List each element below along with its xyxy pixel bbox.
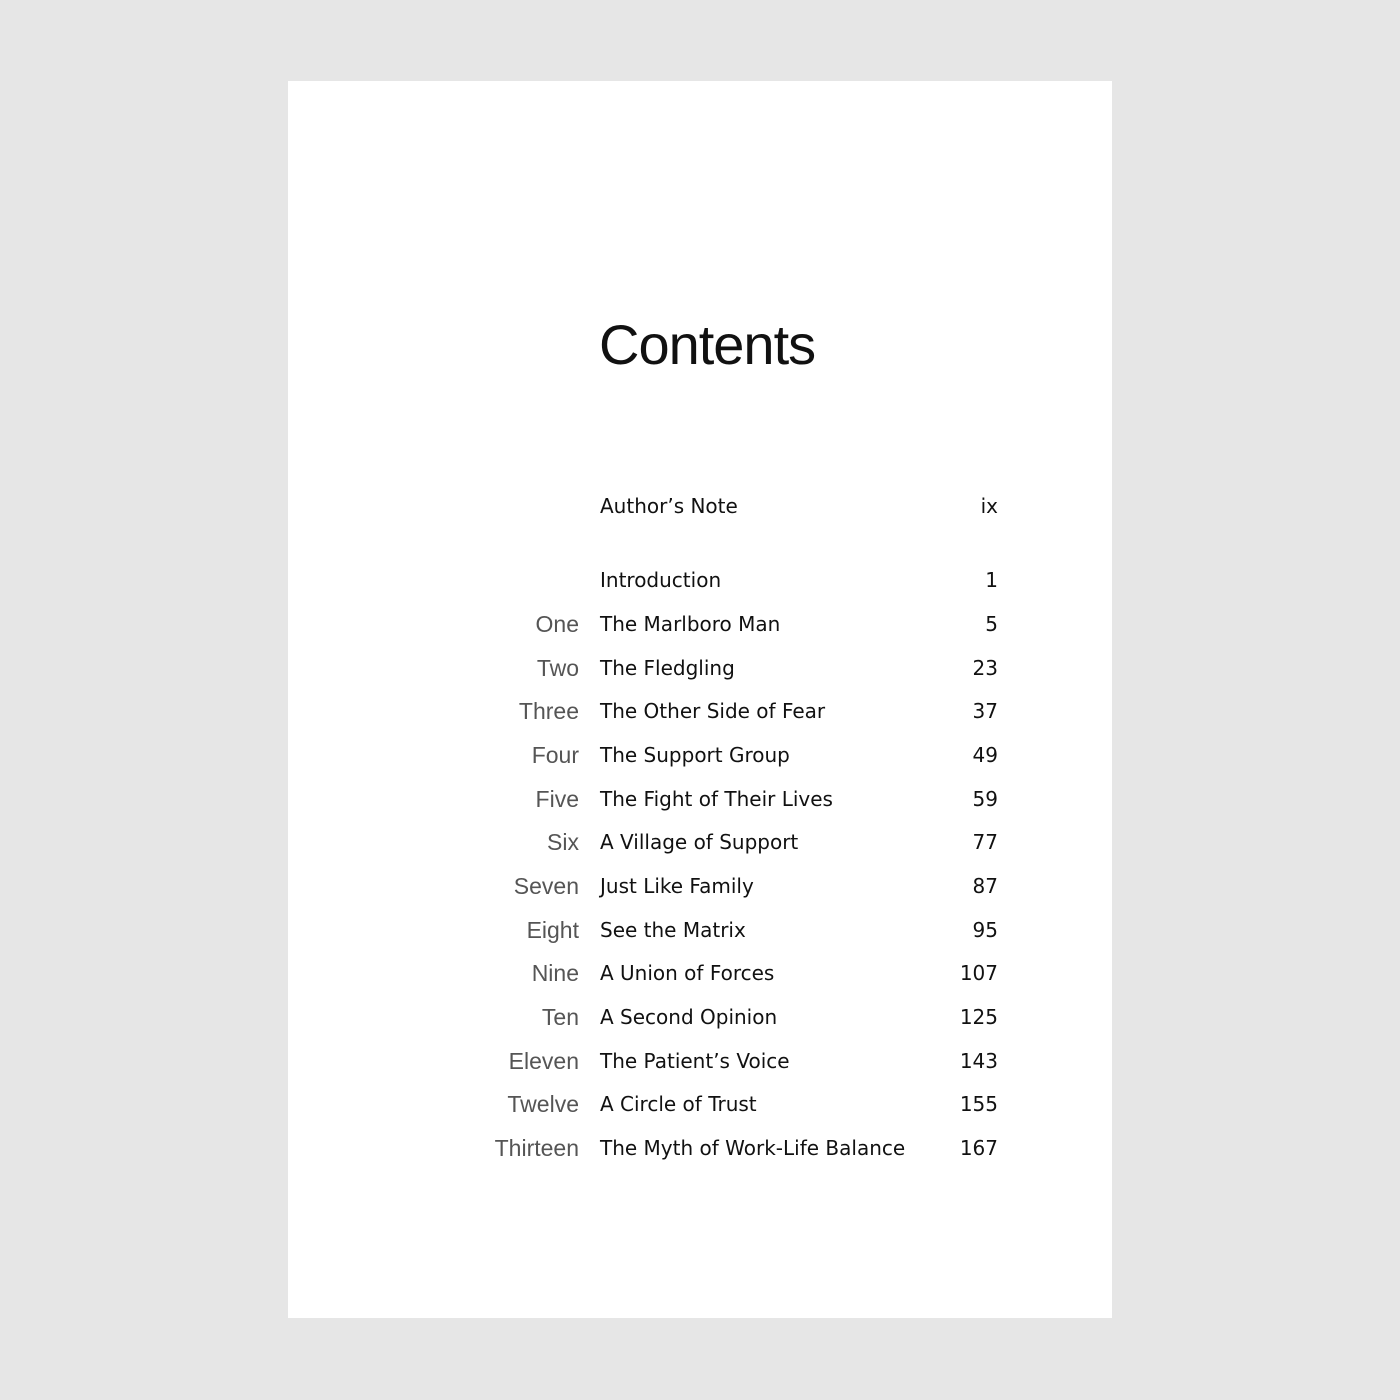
chapter-label: Twelve bbox=[507, 1091, 579, 1117]
chapter-title: A Circle of Trust bbox=[600, 1092, 757, 1116]
chapter-title: The Patient’s Voice bbox=[600, 1049, 790, 1073]
chapter-label: Eight bbox=[526, 917, 579, 943]
page-number: 37 bbox=[972, 699, 998, 723]
toc-entry bbox=[288, 784, 1112, 814]
toc-entry bbox=[288, 1002, 1112, 1032]
chapter-label: Seven bbox=[513, 873, 579, 899]
chapter-label: Five bbox=[535, 786, 579, 812]
toc-entry bbox=[288, 915, 1112, 945]
chapter-title: See the Matrix bbox=[600, 918, 746, 942]
page-number: 59 bbox=[972, 787, 998, 811]
toc-entry bbox=[288, 565, 1112, 595]
chapter-title: The Other Side of Fear bbox=[600, 699, 826, 723]
chapter-label: One bbox=[535, 611, 579, 637]
toc-entry bbox=[288, 827, 1112, 857]
chapter-title: The Fight of Their Lives bbox=[600, 787, 833, 811]
toc-entry bbox=[288, 653, 1112, 683]
page-number: 167 bbox=[959, 1136, 998, 1160]
page-number: 87 bbox=[972, 874, 998, 898]
page-number: ix bbox=[980, 494, 998, 518]
toc-entry bbox=[288, 871, 1112, 901]
chapter-title: Introduction bbox=[600, 568, 722, 592]
page-title: Contents bbox=[599, 313, 816, 376]
chapter-title: The Marlboro Man bbox=[600, 612, 781, 636]
toc-entry bbox=[288, 1089, 1112, 1119]
toc-entry-authors-note bbox=[288, 491, 1112, 521]
chapter-label: Six bbox=[547, 829, 579, 855]
page-number: 107 bbox=[959, 961, 998, 985]
chapter-label: Three bbox=[518, 698, 579, 724]
page-number: 5 bbox=[985, 612, 998, 636]
page-number: 125 bbox=[959, 1005, 998, 1029]
toc-entry bbox=[288, 958, 1112, 988]
chapter-title: A Second Opinion bbox=[600, 1005, 778, 1029]
chapter-title: Author’s Note bbox=[600, 494, 738, 518]
page-number: 49 bbox=[972, 743, 998, 767]
page-number: 143 bbox=[959, 1049, 998, 1073]
chapter-label: Nine bbox=[531, 960, 579, 986]
toc-entry bbox=[288, 1133, 1112, 1163]
chapter-label: Two bbox=[536, 655, 579, 681]
page-number: 95 bbox=[972, 918, 998, 942]
page-number: 155 bbox=[959, 1092, 998, 1116]
chapter-title: A Village of Support bbox=[600, 830, 799, 854]
chapter-label: Eleven bbox=[508, 1048, 579, 1074]
chapter-title: The Fledgling bbox=[600, 656, 735, 680]
book-page bbox=[288, 81, 1112, 1318]
chapter-label: Four bbox=[531, 742, 579, 768]
chapter-title: Just Like Family bbox=[600, 874, 754, 898]
toc-entry bbox=[288, 1046, 1112, 1076]
toc-entry bbox=[288, 609, 1112, 639]
page-number: 77 bbox=[972, 830, 998, 854]
chapter-title: The Support Group bbox=[600, 743, 790, 767]
chapter-label: Ten bbox=[541, 1004, 579, 1030]
chapter-title: A Union of Forces bbox=[600, 961, 775, 985]
toc-entry bbox=[288, 696, 1112, 726]
page-number: 1 bbox=[985, 568, 998, 592]
page-number: 23 bbox=[972, 656, 998, 680]
chapter-title: The Myth of Work-Life Balance bbox=[600, 1136, 906, 1160]
chapter-label: Thirteen bbox=[494, 1135, 579, 1161]
toc-entry bbox=[288, 740, 1112, 770]
